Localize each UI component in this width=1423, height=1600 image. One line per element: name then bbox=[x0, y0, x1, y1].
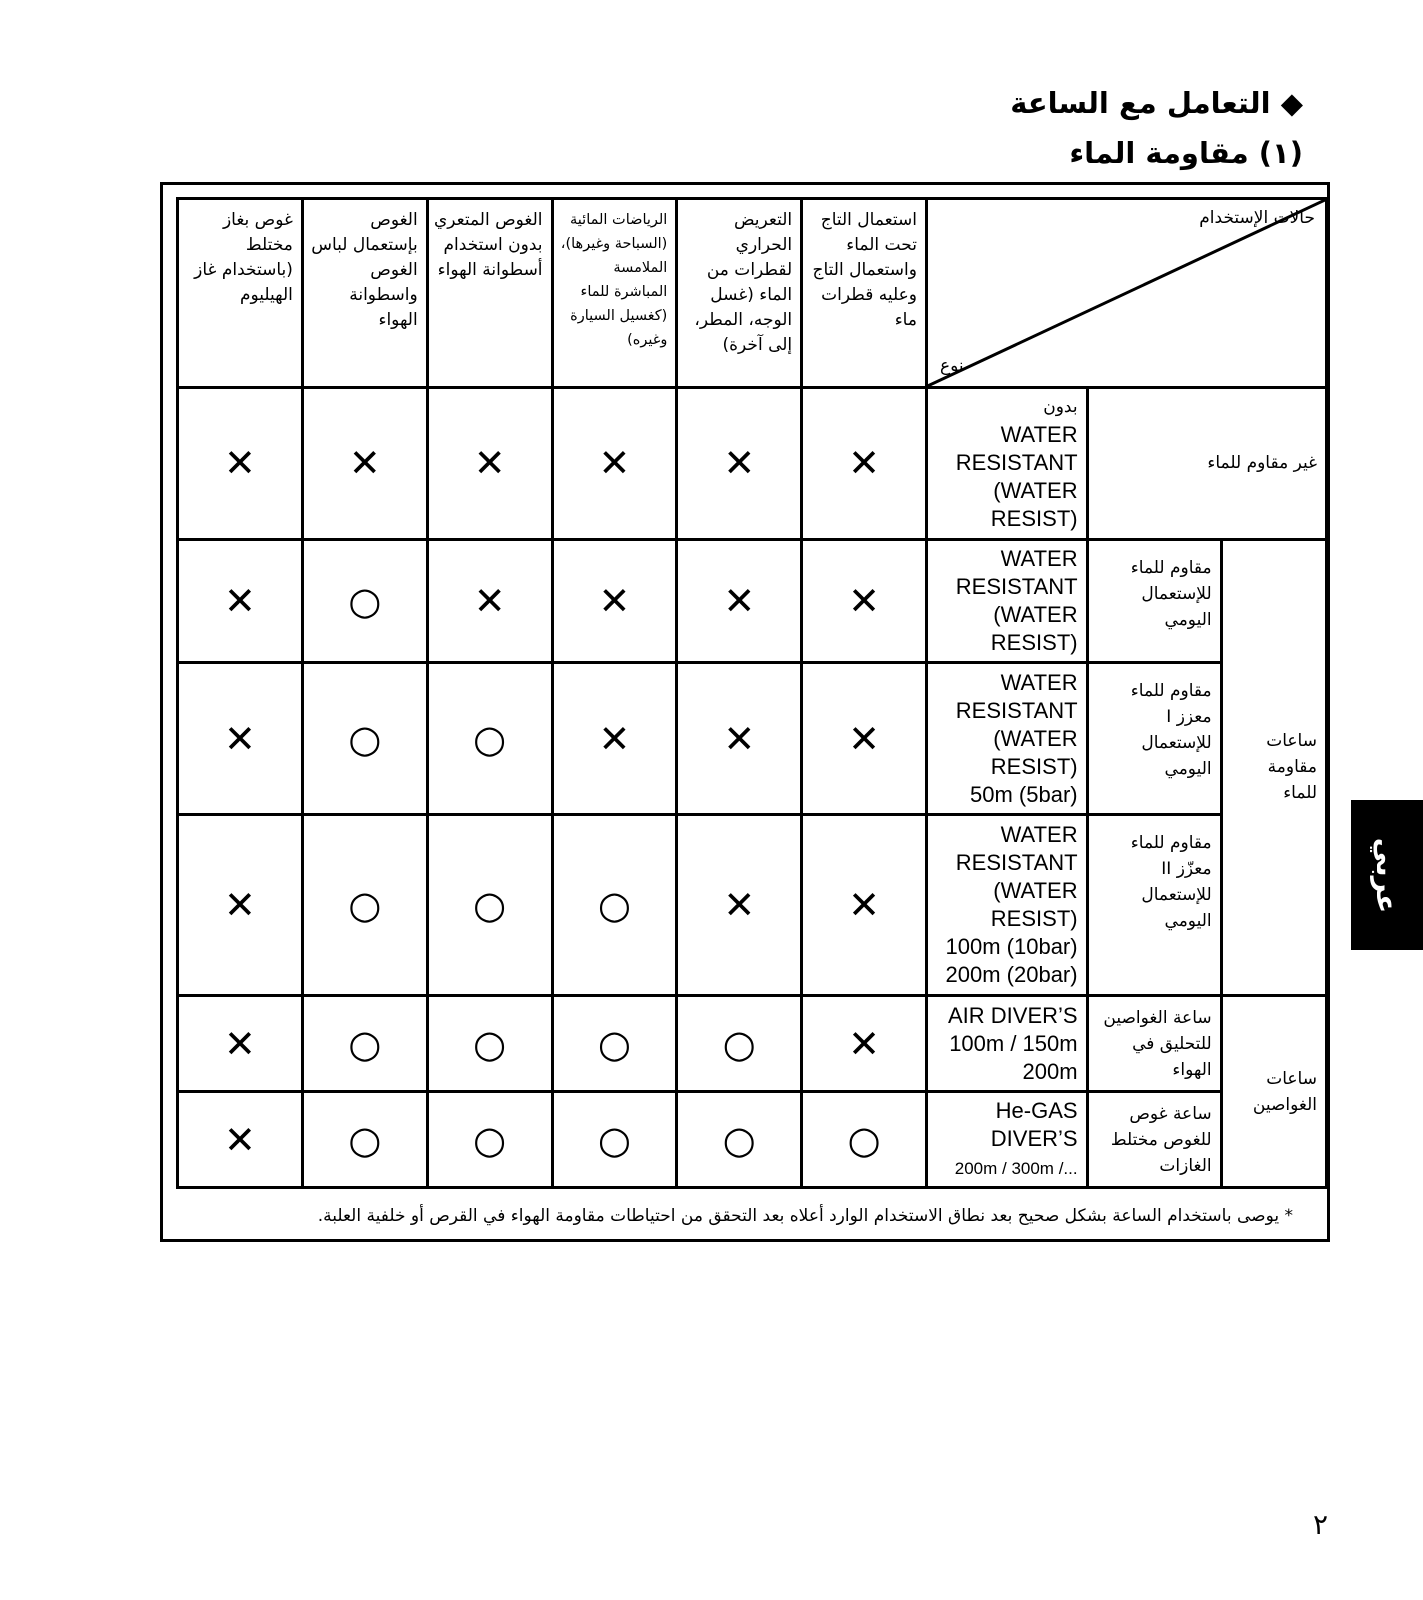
circle-icon: ○ bbox=[348, 1117, 382, 1162]
table-row bbox=[178, 539, 1327, 662]
usage-axis-label: حالات الإستخدام bbox=[1199, 208, 1315, 228]
circle-icon: ○ bbox=[348, 1021, 382, 1066]
circle-icon: ○ bbox=[473, 1021, 507, 1066]
corner-cell bbox=[926, 199, 1326, 388]
circle-icon: ○ bbox=[348, 579, 382, 624]
mark-cell bbox=[677, 815, 802, 996]
water-resistance-table bbox=[176, 197, 1328, 1189]
cross-icon: ✕ bbox=[848, 579, 880, 624]
circle-icon: ○ bbox=[473, 1117, 507, 1162]
mark-cell bbox=[802, 1092, 927, 1188]
mark-cell bbox=[802, 996, 927, 1092]
cross-icon: ✕ bbox=[473, 441, 506, 486]
cross-icon: ✕ bbox=[224, 716, 256, 761]
circle-icon: ○ bbox=[722, 1117, 756, 1162]
group-label-water-resistant: ساعات مقاومة للماء bbox=[1221, 539, 1326, 995]
circle-icon: ○ bbox=[348, 883, 382, 928]
header-row bbox=[178, 199, 1327, 388]
mark-cell bbox=[677, 387, 802, 539]
mark-cell bbox=[427, 815, 552, 996]
mark-cell bbox=[802, 539, 927, 662]
case-back-display: AIR DIVER’S 100m / 150m 200m bbox=[926, 996, 1087, 1092]
mark-cell bbox=[178, 663, 303, 815]
cross-icon: ✕ bbox=[723, 716, 756, 761]
table-row bbox=[178, 996, 1327, 1092]
mark-cell bbox=[427, 539, 552, 662]
case-back-display: بدون WATER RESISTANT (WATER RESIST) bbox=[926, 387, 1087, 539]
usage-header-water-sports: الرياضات المائية (السباحة وغيرها)، الملامسة المباشرة للماء (كغسيل السيارة وغيره) bbox=[552, 199, 677, 388]
mark-cell bbox=[552, 539, 677, 662]
mark-cell bbox=[802, 663, 927, 815]
footnote: * يوصى باستخدام الساعة بشكل صحيح بعد نطاق الاستخدام الوارد أعلاه بعد التحقق من احتياطات مقاومة الهواء في القرص أو خلفية العلبة. bbox=[317, 1206, 1293, 1226]
usage-header-saturation-diving: غوص بغاز مختلط (باستخدام غاز الهيليوم bbox=[178, 199, 303, 388]
table-row bbox=[178, 387, 1327, 539]
type-label: ساعة غوص للغوص مختلط الغازات bbox=[1087, 1092, 1221, 1188]
case-back-display: WATER RESISTANT (WATER RESIST) 50m (5bar) bbox=[926, 663, 1087, 815]
type-label-non-resistant: غير مقاوم للماء bbox=[1087, 387, 1326, 539]
cross-icon: ✕ bbox=[224, 579, 256, 624]
mark-cell bbox=[677, 663, 802, 815]
circle-icon: ○ bbox=[847, 1117, 881, 1162]
case-back-display: WATER RESISTANT (WATER RESIST) bbox=[926, 539, 1087, 662]
mark-cell bbox=[178, 539, 303, 662]
mark-cell bbox=[178, 815, 303, 996]
table-row bbox=[178, 663, 1327, 815]
cross-icon: ✕ bbox=[848, 1021, 880, 1066]
mark-cell bbox=[178, 387, 303, 539]
table-row bbox=[178, 1092, 1327, 1188]
type-axis-label: نوع bbox=[939, 355, 964, 376]
mark-cell bbox=[302, 387, 427, 539]
mark-cell bbox=[552, 1092, 677, 1188]
mark-cell bbox=[427, 663, 552, 815]
type-label: مقاوم للماء معزز I للإستعمال اليومي bbox=[1087, 663, 1221, 815]
cross-icon: ✕ bbox=[848, 716, 880, 761]
cross-icon: ✕ bbox=[598, 716, 631, 761]
mark-cell bbox=[427, 1092, 552, 1188]
cross-icon: ✕ bbox=[723, 579, 756, 624]
circle-icon: ○ bbox=[597, 1117, 632, 1162]
type-label: مقاوم للماء للإستعمال اليومي bbox=[1087, 539, 1221, 662]
section-title: ◆ التعامل مع الساعة bbox=[1010, 86, 1303, 120]
type-label: ساعة الغواصين للتحليق في الهواء bbox=[1087, 996, 1221, 1092]
circle-icon: ○ bbox=[722, 1021, 756, 1066]
type-label: مقاوم للماء معزّز II للإستعمال اليومي bbox=[1087, 815, 1221, 996]
mark-cell bbox=[677, 1092, 802, 1188]
mark-cell bbox=[677, 996, 802, 1092]
circle-icon: ○ bbox=[473, 883, 507, 928]
usage-header-splashes: التعريض الحراري لقطرات من الماء (غسل الوجه، المطر، إلى آخرة) bbox=[677, 199, 802, 388]
mark-cell bbox=[302, 1092, 427, 1188]
circle-icon: ○ bbox=[597, 883, 632, 928]
mark-cell bbox=[302, 996, 427, 1092]
usage-header-skin-diving: الغوص المتعري بدون استخدام أسطوانة الهواء bbox=[427, 199, 552, 388]
group-label-divers: ساعات الغواصين bbox=[1221, 996, 1326, 1188]
cross-icon: ✕ bbox=[848, 883, 880, 928]
circle-icon: ○ bbox=[473, 716, 507, 761]
circle-icon: ○ bbox=[597, 1021, 632, 1066]
cross-icon: ✕ bbox=[224, 1117, 256, 1162]
mark-cell bbox=[427, 387, 552, 539]
cross-icon: ✕ bbox=[598, 441, 631, 486]
cross-icon: ✕ bbox=[348, 441, 381, 486]
usage-header-scuba-diving: الغوص بإستعمال لباس الغوص واسطوانة الهواء bbox=[302, 199, 427, 388]
mark-cell bbox=[427, 996, 552, 1092]
page-number: ٢ bbox=[1313, 1508, 1329, 1541]
cross-icon: ✕ bbox=[224, 441, 256, 486]
mark-cell bbox=[178, 1092, 303, 1188]
case-back-display: WATER RESISTANT (WATER RESIST) 100m (10bar) 200m (20bar) bbox=[926, 815, 1087, 996]
cross-icon: ✕ bbox=[598, 579, 631, 624]
cross-icon: ✕ bbox=[224, 1021, 256, 1066]
mark-cell bbox=[302, 539, 427, 662]
mark-cell bbox=[302, 663, 427, 815]
mark-cell bbox=[552, 387, 677, 539]
language-tab-label: عربي bbox=[1370, 837, 1404, 913]
language-tab bbox=[1351, 800, 1423, 950]
mark-cell bbox=[178, 996, 303, 1092]
mark-cell bbox=[302, 815, 427, 996]
cross-icon: ✕ bbox=[723, 883, 756, 928]
table-row bbox=[178, 815, 1327, 996]
mark-cell bbox=[802, 387, 927, 539]
cross-icon: ✕ bbox=[723, 441, 756, 486]
mark-cell bbox=[552, 663, 677, 815]
circle-icon: ○ bbox=[348, 716, 382, 761]
usage-header-crown-underwater: استعمال التاج تحت الماء واستعمال التاج وعليه قطرات ماء bbox=[802, 199, 927, 388]
mark-cell bbox=[552, 996, 677, 1092]
mark-cell bbox=[802, 815, 927, 996]
case-back-display: He-GAS DIVER’S 200m / 300m /... bbox=[926, 1092, 1087, 1188]
mark-cell bbox=[552, 815, 677, 996]
cross-icon: ✕ bbox=[848, 441, 880, 486]
section-subtitle: (١) مقاومة الماء bbox=[1069, 136, 1303, 170]
cross-icon: ✕ bbox=[473, 579, 506, 624]
cross-icon: ✕ bbox=[224, 883, 256, 928]
mark-cell bbox=[677, 539, 802, 662]
